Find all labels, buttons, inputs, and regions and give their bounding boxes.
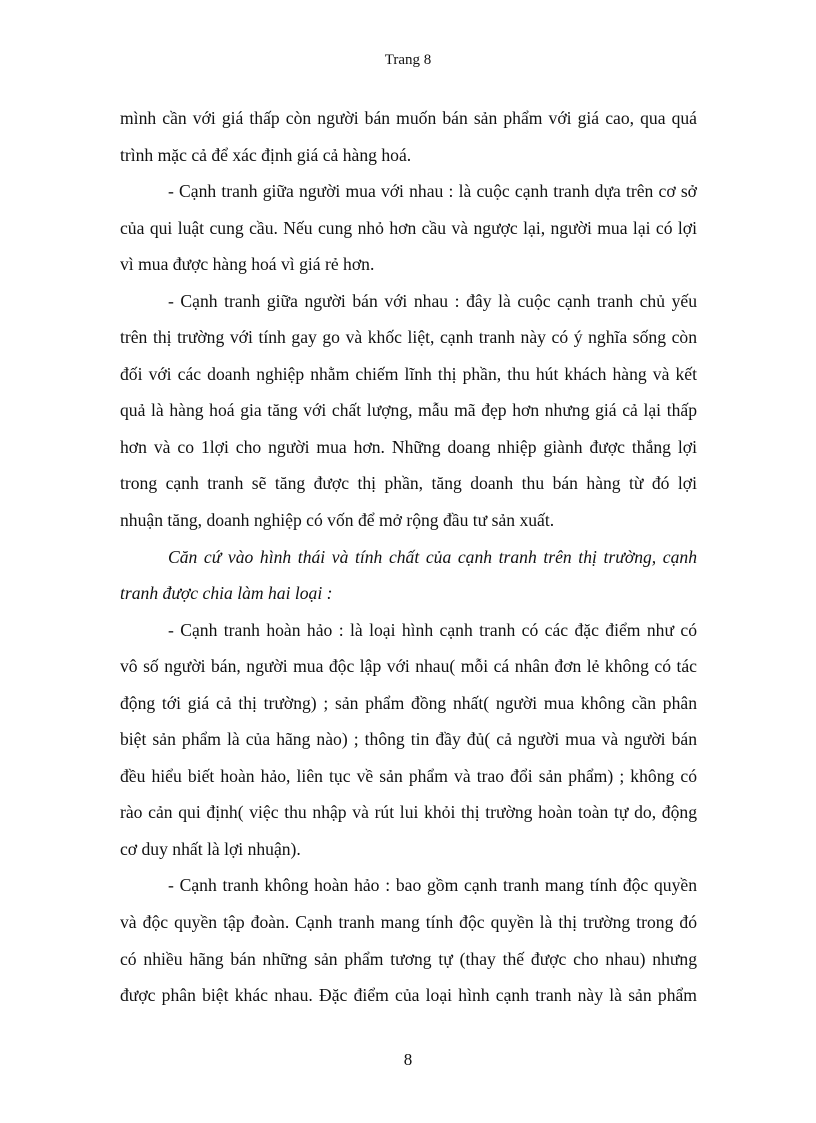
text-line: biệt sản phẩm là của hãng nào) ; thông tin đầy đủ( cả người mua và người bán [120, 729, 697, 750]
page-header: Trang 8 [384, 52, 432, 68]
text-line: rào cản qui định( việc thu nhập và rút lui khỏi thị trường hoàn toàn tự do, động [120, 802, 697, 823]
page-body [120, 100, 697, 1014]
text-line: đối với các doanh nghiệp nhằm chiếm lĩnh thị phần, thu hút khách hàng và kết [120, 363, 697, 384]
text-line: vì mua được hàng hoá vì giá rẻ hơn. [120, 254, 375, 275]
text-line: - Cạnh tranh không hoàn hảo : bao gồm cạnh tranh mang tính độc quyền [168, 875, 697, 896]
text-line: nhuận tăng, doanh nghiệp có vốn để mở rộng đầu tư sản xuất. [120, 510, 555, 531]
text-line: - Cạnh tranh hoàn hảo : là loại hình cạnh tranh có các đặc điểm như có [168, 619, 697, 640]
text-line: mình cần với giá thấp còn người bán muốn bán sản phẩm với giá cao, qua quá [120, 108, 697, 128]
page-number: 8 [403, 1050, 413, 1069]
text-line: - Cạnh tranh giữa người bán với nhau : đây là cuộc cạnh tranh chủ yếu [168, 290, 697, 311]
text-line: vô số người bán, người mua độc lập với nhau( mỗi cá nhân đơn lẻ không có tác [120, 656, 697, 677]
text-line: trình mặc cả để xác định giá cả hàng hoá. [120, 144, 412, 165]
text-line: được phân biệt khác nhau. Đặc điểm của loại hình cạnh tranh này là sản phẩm [120, 985, 697, 1006]
text-line: và độc quyền tập đoàn. Cạnh tranh mang tính độc quyền là thị trường trong đó [120, 912, 697, 933]
text-line: Căn cứ vào hình thái và tính chất của cạnh tranh trên thị trường, cạnh [168, 546, 697, 567]
text-line: của qui luật cung cầu. Nếu cung nhỏ hơn cầu và ngược lại, người mua lại có lợi [120, 217, 697, 238]
text-line: đều hiểu biết hoàn hảo, liên tục về sản phẩm và trao đổi sản phẩm) ; không có [120, 765, 697, 786]
text-line: cơ duy nhất là lợi nhuận). [120, 838, 301, 859]
text-line: quả là hàng hoá gia tăng với chất lượng, mẫu mã đẹp hơn nhưng giá cả lại thấp [120, 400, 697, 421]
text-line: - Cạnh tranh giữa người mua với nhau : là cuộc cạnh tranh dựa trên cơ sở [168, 181, 697, 202]
text-line: hơn và co 1lợi cho người mua hơn. Những doang nhiệp giành được thắng lợi [120, 436, 697, 457]
text-line: tranh được chia làm hai loại : [120, 583, 333, 604]
text-line: động tới giá cả thị trường) ; sản phẩm đồng nhất( người mua không cần phân [120, 692, 697, 713]
text-line: có nhiều hãng bán những sản phẩm tương tự (thay thế được cho nhau) nhưng [120, 948, 697, 969]
text-line: trên thị trường với tính gay go và khốc liệt, cạnh tranh này có ý nghĩa sống còn [120, 327, 697, 348]
text-line: trong cạnh tranh sẽ tăng được thị phần, tăng doanh thu bán hàng từ đó lợi [120, 473, 697, 494]
